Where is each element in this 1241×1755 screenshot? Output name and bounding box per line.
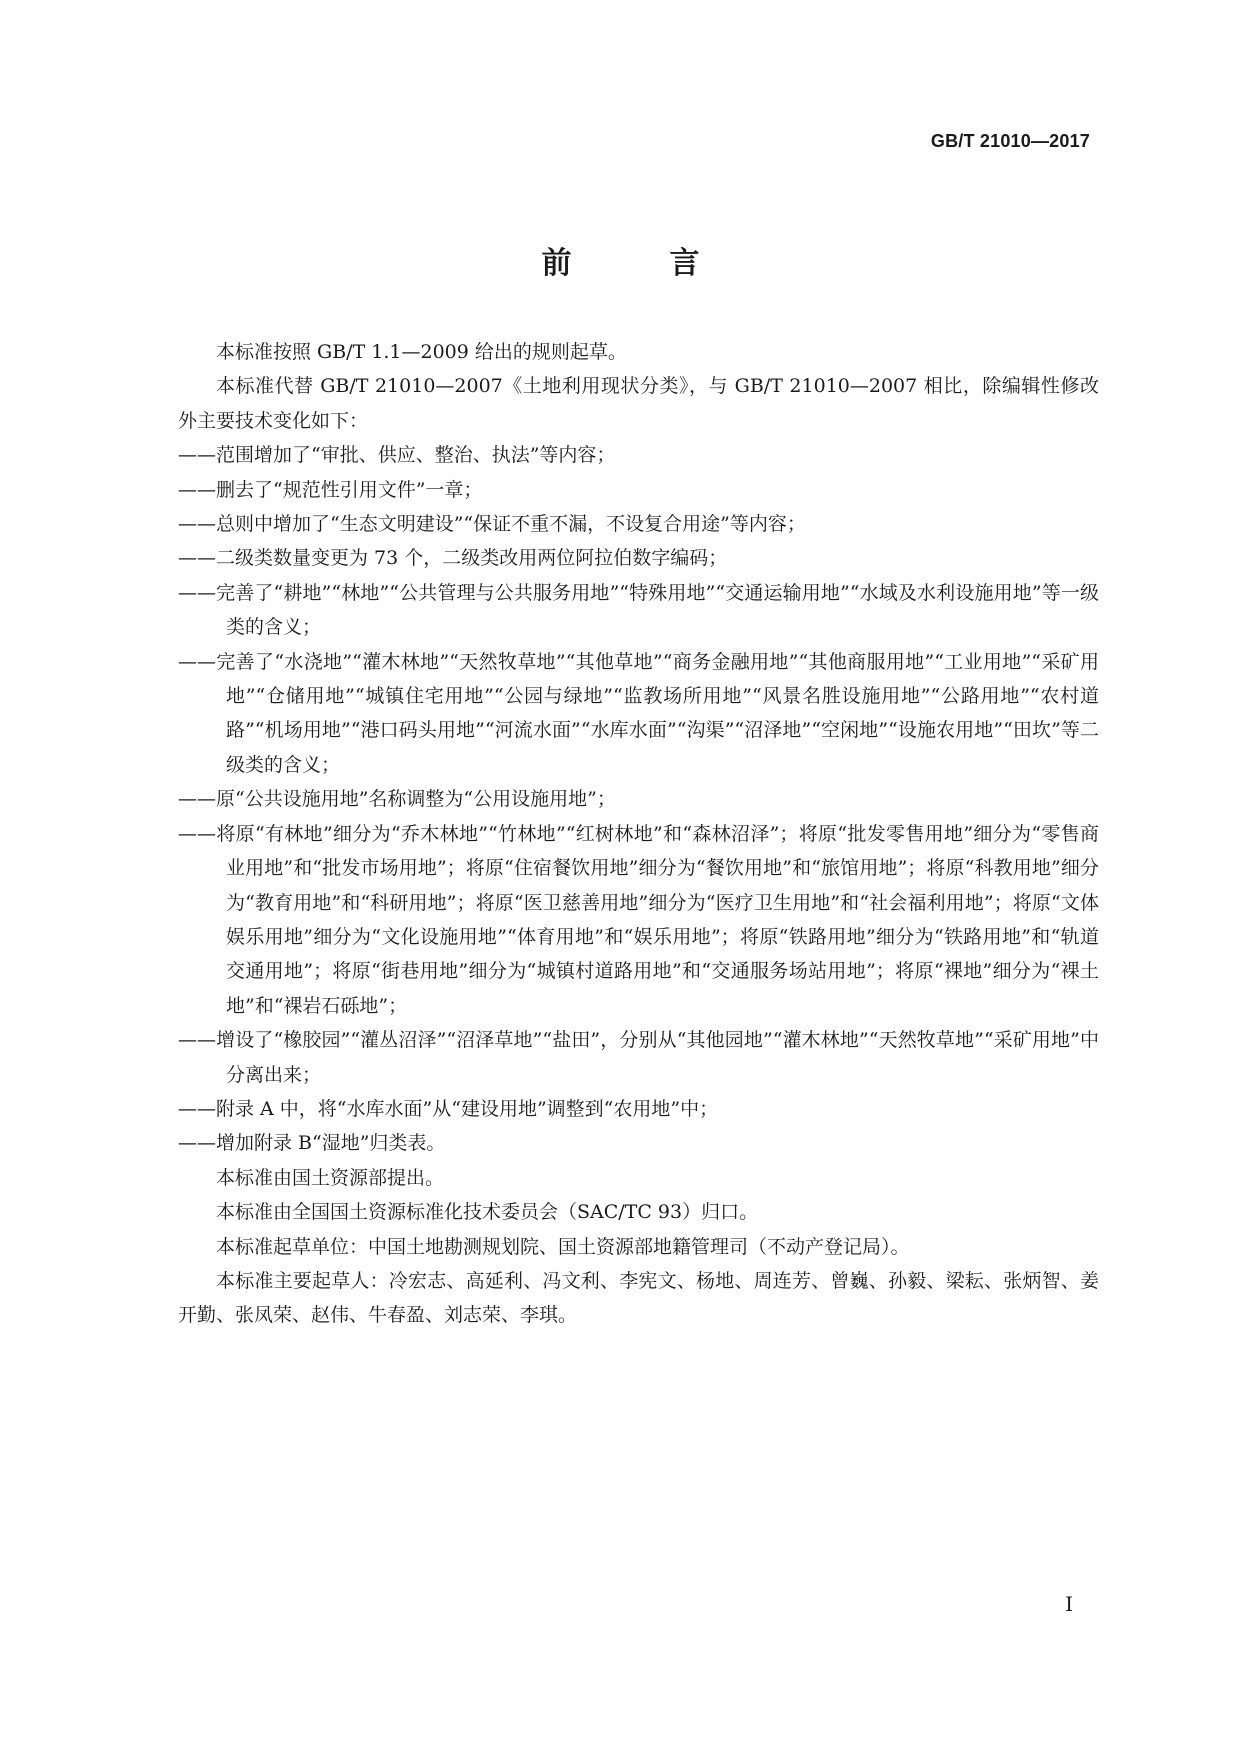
change-item: ——范围增加了“审批、供应、整治、执法”等内容；	[178, 444, 616, 467]
change-item: ——原“公共设施用地”名称调整为“公用设施用地”；	[178, 788, 616, 811]
paragraph-replacement: 本标准代替 GB/T 21010—2007《土地利用现状分类》，与 GB/T 21010—2007 相比，除编辑性修改外主要技术变化如下：	[178, 375, 1099, 432]
change-item: ——二级类数量变更为 73 个，二级类改用两位阿拉伯数字编码；	[178, 547, 728, 570]
change-item: ——删去了“规范性引用文件”一章；	[178, 478, 483, 501]
change-item: ——附录 A 中，将“水库水面”从“建设用地”调整到“农用地”中；	[178, 1097, 719, 1120]
page-number: I	[1065, 1592, 1073, 1616]
foreword-body	[178, 335, 1099, 1333]
paragraph-drafters: 本标准主要起草人：冷宏志、高延利、冯文利、李宪文、杨地、周连芳、曾巍、孙毅、梁耘、张炳智、姜开勤、张凤荣、赵伟、牛春盈、刘志荣、李琪。	[178, 1269, 1099, 1327]
change-item: ——完善了“水浇地”“灌木林地”“天然牧草地”“其他草地”“商务金融用地”“其他商服用地”“工业用地”“采矿用地”“仓储用地”“城镇住宅用地”“公园与绿地”“监教场所用地”“风景名胜设施用地”“公路用地”“农村道路”“机场用地”“港口码头用地”“河流水面”“水库水面”“沟渠”“沼泽地”“空闲地”“设施农用地”“田坎”等二级类的含义；	[178, 650, 1099, 776]
paragraph-drafting-rules: 本标准按照 GB/T 1.1—2009 给出的规则起草。	[216, 341, 627, 363]
change-item: ——增加附录 B“湿地”归类表。	[178, 1132, 446, 1155]
change-item: ——总则中增加了“生态文明建设”“保证不重不漏，不设复合用途”等内容；	[178, 513, 806, 536]
change-item: ——增设了“橡胶园”“灌丛沼泽”“沼泽草地”“盐田”，分别从“其他园地”“灌木林地”“天然牧草地”“采矿用地”中分离出来；	[178, 1029, 1099, 1086]
paragraph-proposer: 本标准由国土资源部提出。	[216, 1166, 445, 1189]
change-item: ——将原“有林地”细分为“乔木林地”“竹林地”“红树林地”和“森林沼泽”；将原“批发零售用地”细分为“零售商业用地”和“批发市场用地”；将原“住宿餐饮用地”细分为“餐饮用地”和“旅馆用地”；将原“科教用地”细分为“教育用地”和“科研用地”；将原“医卫慈善用地”细分为“医疗卫生用地”和“社会福利用地”；将原“文体娱乐用地”细分为“文化设施用地”“体育用地”和“娱乐用地”；将原“铁路用地”细分为“铁路用地”和“轨道交通用地”；将原“街巷用地”细分为“城镇村道路用地”和“交通服务场站用地”；将原“裸地”细分为“裸土地”和“裸岩石砾地”；	[178, 822, 1099, 1017]
standard-code: GB/T 21010—2017	[930, 131, 1090, 151]
page-title: 前 言	[541, 246, 734, 281]
paragraph-committee: 本标准由全国国土资源标准化技术委员会（SAC/TC 93）归口。	[216, 1201, 759, 1224]
paragraph-drafting-units: 本标准起草单位：中国土地勘测规划院、国土资源部地籍管理司（不动产登记局）。	[216, 1235, 910, 1258]
change-item: ——完善了“耕地”“林地”“公共管理与公共服务用地”“特殊用地”“交通运输用地”“水域及水利设施用地”等一级类的含义；	[178, 581, 1099, 639]
